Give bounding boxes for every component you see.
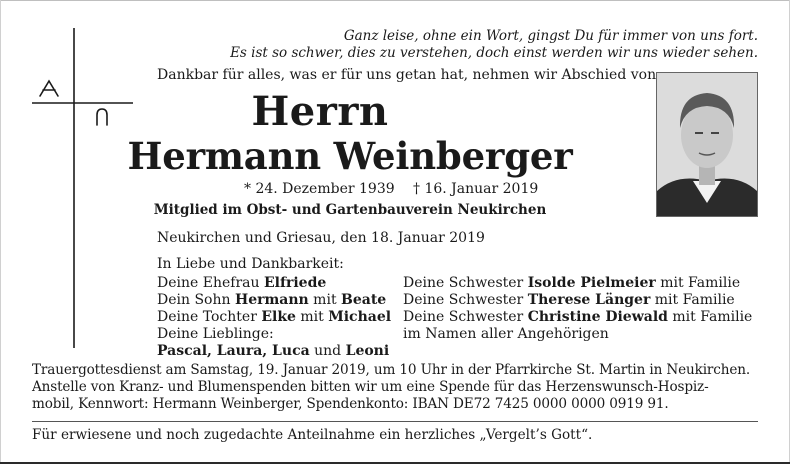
deceased-name: Hermann Weinberger [127,134,573,178]
family-left-row: Dein Sohn Hermann mit Beate [157,292,387,308]
service-line-1: Trauergottesdienst am Samstag, 19. Januar 2019, um 10 Uhr in der Pfarrkirche St. Martin in Neukirchen. [32,362,750,378]
family-right-row: im Namen aller Angehörigen [403,326,609,342]
birth-date: * 24. Dezember 1939 [244,181,395,197]
family-right-row: Deine Schwester Isolde Pielmeier mit Familie [403,275,741,291]
family-left-row: Deine Tochter Elke mit Michael [157,309,392,325]
mourning-intro: In Liebe und Dankbarkeit: [157,256,344,272]
family-right-row: Deine Schwester Therese Länger mit Familie [403,292,735,308]
frame-left [0,0,1,464]
divider-rule [32,421,758,422]
motto-line-1: Ganz leise, ohne ein Wort, gingst Du für immer von uns fort. [343,28,758,44]
motto-line-2: Es ist so schwer, dies zu verstehen, doch einst werden wir uns wieder sehen. [230,45,758,61]
membership-text: Mitglied im Obst- und Gartenbauverein Neukirchen [153,202,547,218]
service-line-3: mobil, Kennwort: Hermann Weinberger, Spendenkonto: IBAN DE72 7425 0000 0000 0919 91. [32,396,669,412]
family-right-column [403,275,752,343]
service-line-2: Anstelle von Kranz- und Blumenspenden bitten wir um eine Spende für das Herzenswunsch-Hospiz- [32,379,709,395]
family-left-row: Deine Ehefrau Elfriede [157,275,327,291]
death-date: † 16. Januar 2019 [413,181,539,197]
family-left-column [157,275,391,360]
family-left-row: Pascal, Laura, Luca und Leoni [157,343,390,359]
cross-icon [30,28,140,350]
portrait-photo [656,72,758,217]
salutation: Herrn [251,88,389,135]
thanks-text: Für erwiesene und noch zugedachte Anteilnahme ein herzliches „Vergelt’s Gott“. [32,427,593,443]
frame-top [0,0,790,1]
place-date: Neukirchen und Griesau, den 18. Januar 2019 [157,230,485,246]
intro-text: Dankbar für alles, was er für uns getan hat, nehmen wir Abschied von [157,67,657,83]
family-left-row: Deine Lieblinge: [157,326,274,342]
family-right-row: Deine Schwester Christine Diewald mit Familie [403,309,753,325]
